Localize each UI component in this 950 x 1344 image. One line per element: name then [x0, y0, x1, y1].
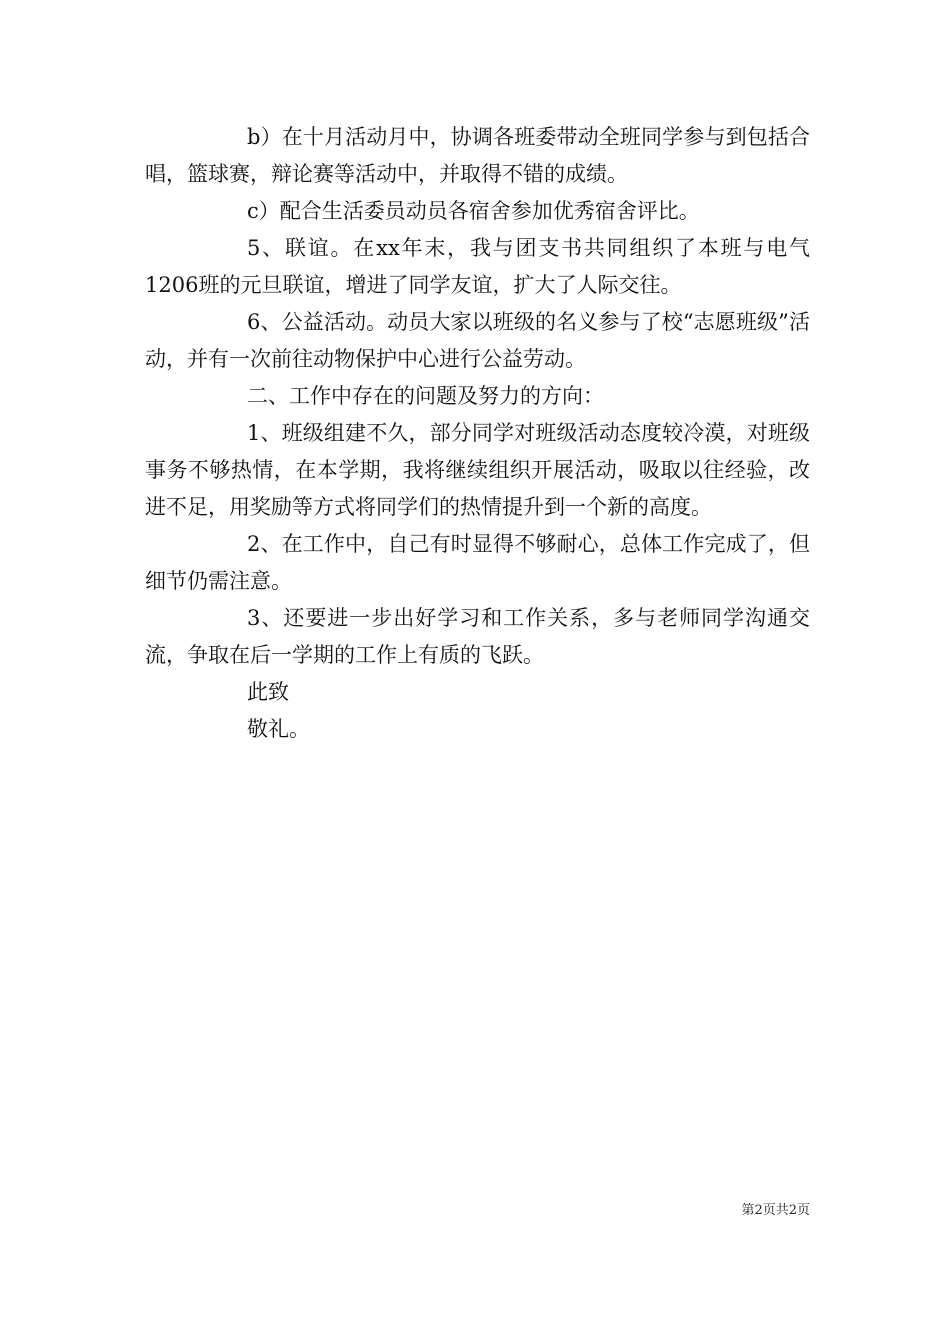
closing-regards: 敬礼。: [247, 717, 310, 741]
paragraph-problem-3: 3、还要进一步出好学习和工作关系，多与老师同学沟通交流，争取在后一学期的工作上有质的飞跃。: [145, 606, 810, 667]
paragraph-dorm-evaluation: c）配合生活委员动员各宿舍参加优秀宿舍评比。: [247, 199, 700, 223]
paragraph-public-welfare: 6、公益活动。动员大家以班级的名义参与了校“志愿班级”活动，并有一次前往动物保护中心进行公益劳动。: [145, 310, 810, 371]
document-body: [145, 119, 810, 748]
paragraph-problem-2: 2、在工作中，自己有时显得不够耐心，总体工作完成了，但细节仍需注意。: [145, 532, 810, 593]
paragraph-problem-1: 1、班级组建不久，部分同学对班级活动态度较冷漠，对班级事务不够热情，在本学期，我将继续组织开展活动，吸取以往经验，改进不足，用奖励等方式将同学们的热情提升到一个新的高度。: [145, 421, 810, 519]
paragraph-friendship-party: 5、联谊。在xx年末，我与团支书共同组织了本班与电气1206班的元旦联谊，增进了同学友谊，扩大了人际交往。: [145, 236, 810, 297]
closing-salutation: 此致: [247, 680, 289, 704]
page-number-footer: 第2页共2页: [741, 1203, 810, 1218]
paragraph-activity-month: b）在十月活动月中，协调各班委带动全班同学参与到包括合唱，篮球赛，辩论赛等活动中，并取得不错的成绩。: [145, 125, 810, 186]
section-heading-problems: 二、工作中存在的问题及努力的方向：: [247, 384, 604, 408]
